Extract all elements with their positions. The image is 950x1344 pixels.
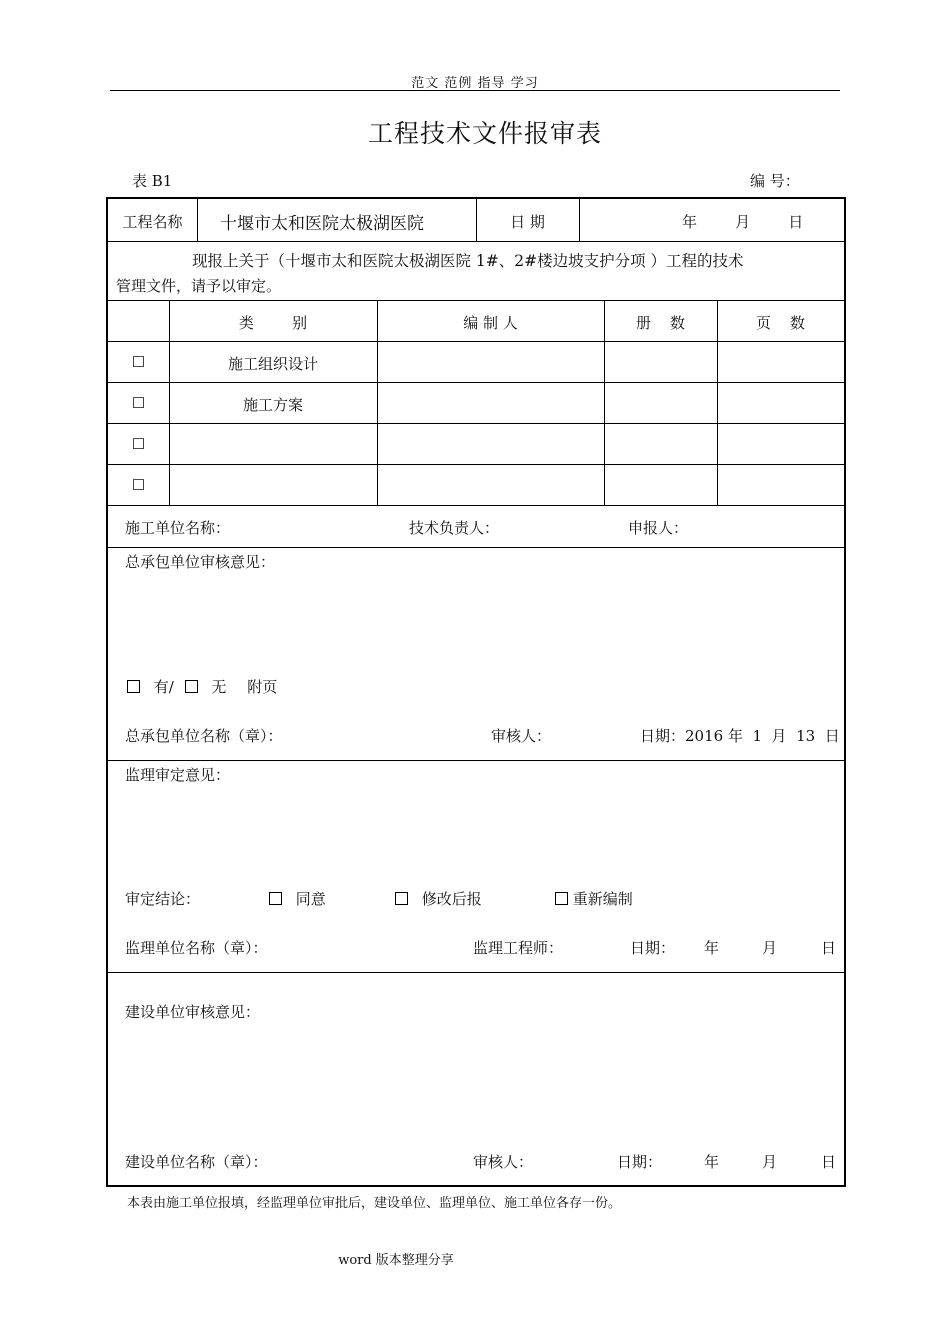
agree-label: 同意 [295, 890, 326, 908]
owner-month: 月 [762, 1153, 778, 1171]
attach-none-label: 无 [211, 678, 227, 696]
owner-date-label: 日期： [617, 1153, 663, 1171]
serial-number-label: 编 号： [750, 172, 800, 190]
intro-line-2: 管理文件，请予以审定。 [116, 277, 282, 295]
agree-checkbox[interactable] [269, 892, 282, 905]
reporter-label: 申报人： [628, 519, 689, 537]
date-value[interactable]: 年 月 日 [682, 213, 804, 231]
supervision-month: 月 [762, 939, 778, 957]
owner-opinion-label: 建设单位审核意见： [125, 1003, 261, 1021]
form-number: 表 B1 [132, 172, 173, 190]
redo-label: 重新编制 [572, 890, 633, 908]
review-form [106, 197, 846, 1187]
date-label: 日 期 [510, 213, 545, 231]
supervision-day: 日 [821, 939, 837, 957]
col-header-category: 类 别 [238, 314, 308, 332]
attach-has-label: 有/ [153, 678, 174, 696]
project-name-value[interactable]: 十堰市太和医院太极湖医院 [220, 214, 424, 234]
supervision-opinion-label: 监理审定意见： [125, 766, 231, 784]
project-name-label: 工程名称 [122, 213, 183, 231]
footer-note: 本表由施工单位报填，经监理单位审批后，建设单位、监理单位、施工单位各存一份。 [127, 1196, 622, 1211]
redo-checkbox[interactable] [555, 892, 568, 905]
attach-none-checkbox[interactable] [185, 680, 198, 693]
option-revise[interactable] [395, 888, 482, 909]
attachment-options [127, 676, 277, 697]
col-header-volumes: 册 数 [635, 314, 686, 332]
row-checkbox[interactable]: ☐ [131, 476, 146, 494]
footer-word: word 版本整理分享 [338, 1253, 454, 1268]
row-checkbox[interactable]: ☐ [131, 435, 146, 453]
row-checkbox[interactable]: ☐ [131, 353, 146, 371]
col-header-pages: 页 数 [755, 314, 806, 332]
intro-line-1: 现报上关于（十堰市太和医院太极湖医院 1#、2#楼边坡支护分项 ）工程的技术 [192, 252, 744, 270]
supervision-unit-label: 监理单位名称（章）： [125, 939, 268, 957]
contractor-opinion-label: 总承包单位审核意见： [125, 553, 276, 571]
contractor-reviewer-label: 审核人： [491, 727, 552, 745]
owner-unit-label: 建设单位名称（章）： [125, 1153, 268, 1171]
page-title: 工程技术文件报审表 [367, 119, 602, 148]
option-agree[interactable] [269, 888, 326, 909]
owner-year: 年 [704, 1153, 720, 1171]
contractor-unit-label: 总承包单位名称（章）： [125, 727, 283, 745]
row-category: 施工组织设计 [227, 355, 318, 373]
option-redo[interactable] [555, 888, 633, 909]
revise-label: 修改后报 [421, 890, 482, 908]
col-header-author: 编 制 人 [463, 314, 518, 332]
conclusion-label: 审定结论： [125, 890, 201, 908]
supervision-engineer-label: 监理工程师： [473, 939, 564, 957]
construction-unit-label: 施工单位名称： [125, 519, 231, 537]
attach-pages-label: 附页 [247, 678, 278, 696]
row-checkbox[interactable]: ☐ [131, 394, 146, 412]
owner-day: 日 [821, 1153, 837, 1171]
owner-reviewer-label: 审核人： [473, 1153, 534, 1171]
supervision-date-label: 日期： [630, 939, 676, 957]
header-rule [110, 90, 840, 91]
tech-lead-label: 技术负责人： [409, 519, 500, 537]
supervision-year: 年 [704, 939, 720, 957]
contractor-date: 日期：2016 年 1 月 13 日 [640, 727, 840, 745]
revise-checkbox[interactable] [395, 892, 408, 905]
attach-has-checkbox[interactable] [127, 680, 140, 693]
row-category: 施工方案 [242, 396, 303, 414]
page-header-text: 范文 范例 指导 学习 [411, 76, 539, 91]
